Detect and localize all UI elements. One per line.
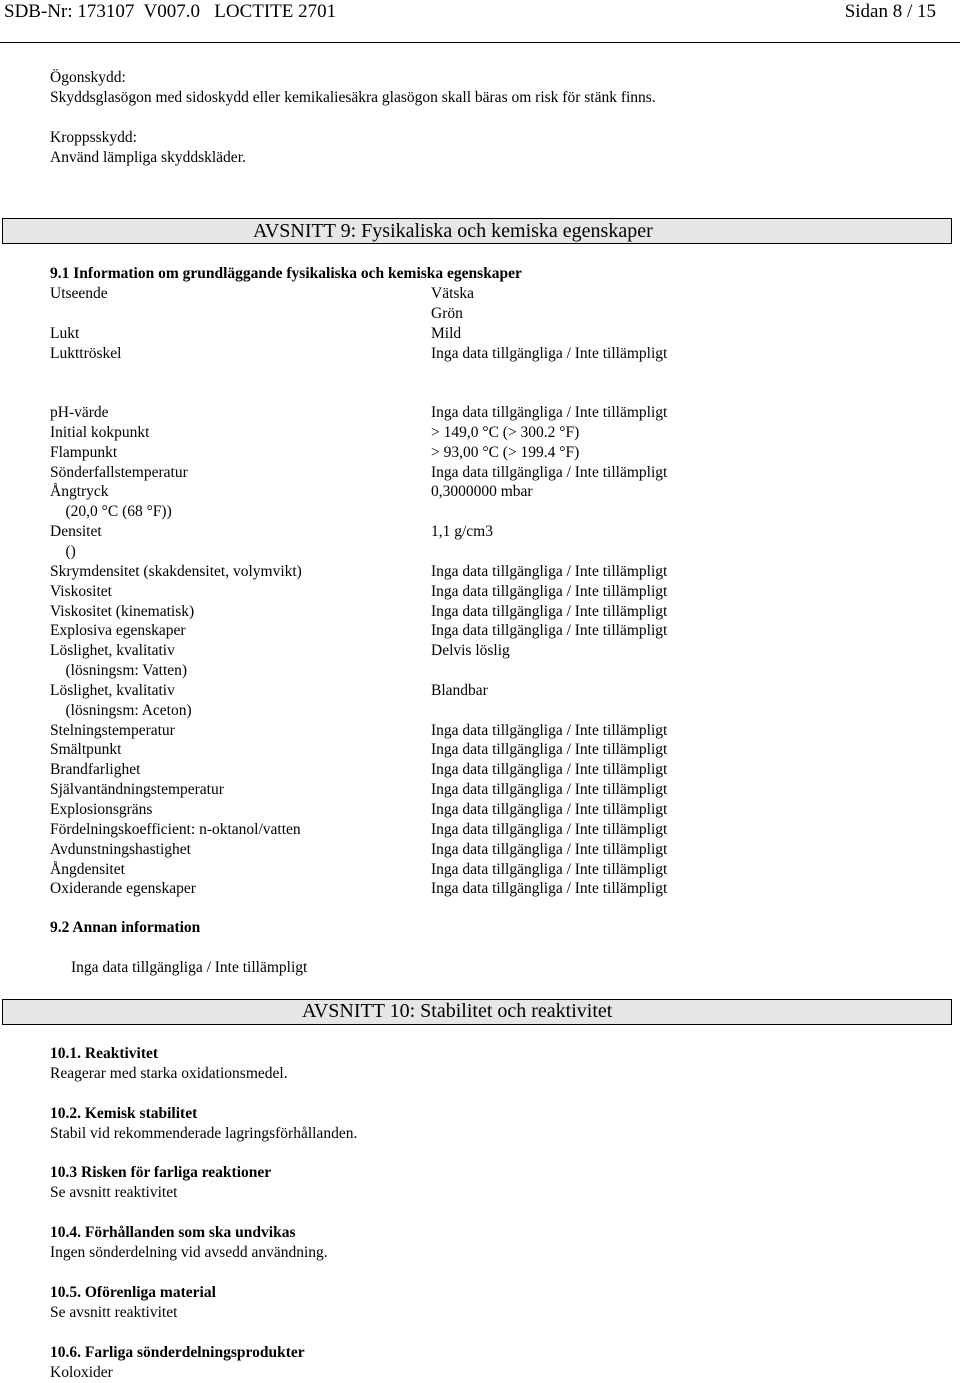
property-label: () [50,542,76,560]
property-value: Delvis löslig [431,642,510,660]
property-value: Inga data tillgängliga / Inte tillämpligt [431,761,668,779]
property-value: Inga data tillgängliga / Inte tillämpligt [431,404,668,421]
property-label: Utseende [50,285,108,302]
eye-protection-heading: Ögonskydd: [50,69,126,86]
property-value: Blandbar [431,681,488,699]
property-value: Inga data tillgängliga / Inte tillämpligt [431,840,668,858]
property-label: Viskositet [50,582,112,600]
property-label: Lukttröskel [50,345,122,362]
section-10-title: AVSNITT 10: Stabilitet och reaktivitet [302,1000,613,1022]
property-label: Självantändningstemperatur [50,781,224,799]
property-label: Smältpunkt [50,741,122,759]
property-value: Vätska [431,285,475,302]
property-label: Löslighet, kvalitativ [50,642,175,660]
property-label: Explosiva egenskaper [50,622,186,640]
body-protection-text: Använd lämpliga skyddskläder. [50,149,246,166]
property-label: pH-värde [50,404,109,421]
subsection-text: Stabil vid rekommenderade lagringsförhållanden. [50,1124,358,1142]
subsection-heading: 10.3 Risken för farliga reaktioner [50,1164,272,1182]
property-value: Inga data tillgängliga / Inte tillämpligt [431,562,668,580]
property-value: Grön [431,305,463,322]
subsection-text: Koloxider [50,1363,113,1381]
property-label: Ångdensitet [50,860,125,878]
property-label: Densitet [50,523,102,541]
subsection-heading: 10.6. Farliga sönderdelningsprodukter [50,1343,305,1361]
property-value: Inga data tillgängliga / Inte tillämpligt [431,820,668,838]
page-number: Sidan 8 / 15 [844,1,936,22]
header-divider [0,42,960,43]
property-label: Ångtryck [50,483,109,501]
property-value: Inga data tillgängliga / Inte tillämpligt [431,463,668,481]
subsection-text: Ingen sönderdelning vid avsedd användning. [50,1244,328,1262]
property-value: 0,3000000 mbar [431,483,533,501]
property-value: > 149,0 °C (> 300.2 °F) [431,423,580,441]
property-value: Inga data tillgängliga / Inte tillämpligt [431,741,668,759]
property-label: (lösningsm: Vatten) [50,662,188,680]
property-label: Explosionsgräns [50,801,153,818]
property-value: Inga data tillgängliga / Inte tillämpligt [431,801,668,818]
subsection-text: Se avsnitt reaktivitet [50,1303,178,1321]
property-label: (lösningsm: Aceton) [50,701,192,719]
property-value: Inga data tillgängliga / Inte tillämpligt [431,345,668,362]
subsection-text: Se avsnitt reaktivitet [50,1184,178,1202]
subsection-heading: 10.4. Förhållanden som ska undvikas [50,1224,296,1242]
property-label: (20,0 °C (68 °F)) [50,503,172,521]
property-value: Inga data tillgängliga / Inte tillämpligt [431,880,668,898]
property-label: Brandfarlighet [50,761,141,779]
property-label: Löslighet, kvalitativ [50,681,175,699]
document-info: SDB-Nr: 173107 V007.0 LOCTITE 2701 [4,1,337,22]
subsection-heading: 10.2. Kemisk stabilitet [50,1104,198,1122]
property-label: Initial kokpunkt [50,423,150,441]
body-protection-heading: Kroppsskydd: [50,129,137,146]
property-label: Oxiderande egenskaper [50,880,196,898]
subsection-9-2-title: 9.2 Annan information [50,919,201,936]
subsection-9-1-title: 9.1 Information om grundläggande fysikaliska och kemiska egenskaper [50,265,522,282]
eye-protection-text: Skyddsglasögon med sidoskydd eller kemikaliesäkra glasögon skall bäras om risk för stänk finns. [50,89,656,106]
property-value: Mild [431,325,462,342]
property-label: Flampunkt [50,443,118,461]
section-9-title: AVSNITT 9: Fysikaliska och kemiska egenskaper [253,220,653,242]
property-value: Inga data tillgängliga / Inte tillämpligt [431,602,668,620]
property-value: Inga data tillgängliga / Inte tillämpligt [431,721,668,739]
property-label: Lukt [50,325,80,342]
property-label: Avdunstningshastighet [50,840,191,858]
subsection-heading: 10.1. Reaktivitet [50,1045,159,1062]
subsection-heading: 10.5. Oförenliga material [50,1283,216,1301]
property-value: Inga data tillgängliga / Inte tillämpligt [431,781,668,799]
property-value: Inga data tillgängliga / Inte tillämpligt [431,622,668,640]
property-label: Stelningstemperatur [50,721,175,739]
property-value: Inga data tillgängliga / Inte tillämpligt [431,860,668,878]
subsection-9-2-text: Inga data tillgängliga / Inte tillämpligt [71,959,308,976]
property-label: Fördelningskoefficient: n-oktanol/vatten [50,820,301,838]
property-value: Inga data tillgängliga / Inte tillämpligt [431,582,668,600]
property-value: 1,1 g/cm3 [431,523,493,541]
property-label: Viskositet (kinematisk) [50,602,195,620]
subsection-text: Reagerar med starka oxidationsmedel. [50,1065,288,1082]
property-value: > 93,00 °C (> 199.4 °F) [431,443,580,461]
property-label: Sönderfallstemperatur [50,463,188,481]
property-label: Skrymdensitet (skakdensitet, volymvikt) [50,562,302,580]
